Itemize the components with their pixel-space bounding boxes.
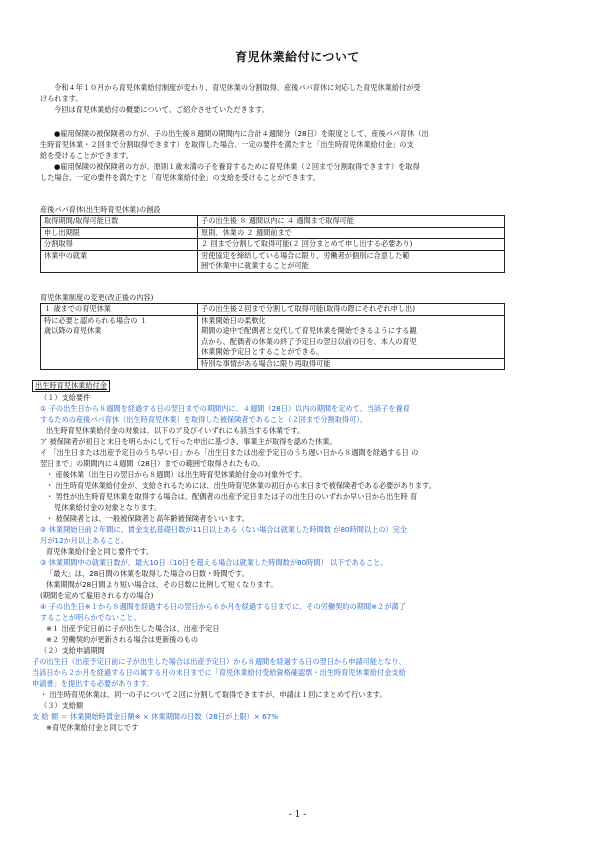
body-line: ・ 出生時育児休業は、同一の子について２回に分割して取得できますが、申請は１回にまとめて行います。 [40,690,387,699]
birth-leave-benefit-section [32,380,562,733]
condition-line: することが明らかでないこと。 [40,613,141,622]
bullet-line: ●雇用保険の被保険者の方が、原則１歳未満の子を養育するために育児休業（２回まで分割取得できます）を取得 [54,162,420,171]
table-cell-value [198,315,505,358]
table-cell-value [198,250,505,272]
body-line: ア 被保険者が初日と末日を明らかにして行った申出に基づき、事業主が取得を認めた休業。 [40,437,337,446]
table-row [41,304,505,316]
table-cell-label: 取得期間/取得可能日数 [41,216,198,228]
condition-line: 申請書」を提出する必要があります。 [32,679,154,688]
page-title: 育児休業給付について [235,50,360,64]
table-cell-line: 囲で休業中に就業することが可能 [201,261,309,270]
table-row [41,227,505,239]
intro-line: けられます。 [40,94,83,103]
table-row [41,216,505,228]
table-cell-label: 申し出期限 [41,227,198,239]
table-cell-line: 労使協定を締結している場合に限り、労働者が個別に合意した範 [201,250,410,260]
subsection-heading: （２）支給申請期間 [40,646,105,655]
table-cell-line: 点から、配偶者の休業の終了予定日の翌日以前の日を、本人の育児 [201,336,417,346]
bullet-line: 生時育児休業・２回まで分割取得できます）を取得した場合、一定の要件を満たすと「出生時育児休業給付金」の支 [40,140,414,149]
page-number: - 1 - [288,810,307,820]
table-cell-value: 子の出生後 ８ 週間以内に ４ 週間まで取得可能 [198,216,505,228]
table-cell-line: 歳以降の育児休業 [44,326,102,335]
body-line: 「最大」は、28日間の休業を取得した場合の日数・時間です。 [46,569,249,578]
table-row [41,239,505,251]
table-row [41,250,505,272]
dot-line: ・ 産後休業（出生日の翌日から８週間）は出生時育児休業給付金の対象外です。 [46,470,307,479]
subsection-heading: （３）支給額 [40,701,84,710]
note-line: ※育児休業給付金と同じです [46,723,139,732]
table-cell-value: ２ 回まで分割して取得可能(２ 回分まとめて申し出する必要あり) [198,239,505,251]
table-cell-value: 原則、休業の ２ 週間前まで [198,227,505,239]
table-cell-value: 子の出生後２回まで分割して取得可能(取得の際にそれぞれ申し出) [198,304,505,316]
intro-line: 令和４年１０月から育児休業給付制度が変わり、育児休業の分割取得、産後パパ育休に対応した育児休業給付が受 [54,83,421,92]
summary-bullets [40,128,560,183]
intro-line: 今回は育児休業給付の概要について、ご紹介させていただきます。 [54,105,269,114]
table-cell-label: 休業中の就業 [41,250,198,272]
table-cell-line: 特に必要と認められる場合の １ [44,315,147,325]
bullet-line: した場合、一定の要件を満たすと「育児休業給付金」の支給を受けることができます。 [40,173,320,182]
benefit-formula: 支 給 額 ＝ 休業開始時賃金日額※ × 休業期間の日数（28日が上限）× 67% [32,712,279,721]
body-line: 出生時育児休業給付金の対象は、以下のア及びイいずれにも該当する休業です。 [46,426,305,435]
section-heading: 出生時育児休業給付金 [32,380,110,392]
dot-line: 児休業給付金の対象となります。 [54,503,162,512]
table-cell-label: 分割取得 [41,239,198,251]
table-cell-value: 特別な事情がある場合に限り再取得可能 [198,358,505,370]
bullet-line: 給を受けることができます。 [40,151,133,160]
dot-line: ・ 出生時育児休業給付金が、支給されるためには、出生時育児休業の初日から末日まで被保険者である必要があります。 [46,481,436,490]
papa-leave-table-section [40,204,560,273]
intro-block [40,82,560,115]
condition-line: 子の出生日（出産予定日前に子が出生した場合は出産予定日）から８週間を経過する日の翌日から申請可能となり、 [32,657,406,666]
body-line: 翌日まで」の期間内に４週間（28日）までの範囲で取得されたもの。 [40,459,265,468]
table-cell-label: １ 歳までの育児休業 [41,304,198,316]
condition-line: ④ 子の出生日※１から８週間を経過する日の翌日から６か月を経過する日までに、その労働契約の期間※２が満了 [40,602,406,611]
bullet-line: ●雇用保険の被保険者の方が、子の出生後８週間の期間内に合計４週間分（28日）を限度として、産後パパ育休（出 [54,129,429,138]
papa-leave-table [40,215,505,273]
table-heading: 産後パパ育休(出生時育児休業)の創設 [40,205,161,214]
table-cell-line: 休業開始予定日とすることができる。 [201,347,324,356]
leave-change-table-section [40,292,560,370]
body-line: イ 「出生日または出産予定日のうち早い日」から「出生日または出産予定日のうち遅い日から８週間を経過する日 の [40,448,419,457]
table-cell-line: 期間の途中で配偶者と交代して育児休業を開始できるようにする観 [201,326,417,335]
body-line: 育児休業給付金と同じ要件です。 [46,547,154,556]
table-heading: 育児休業制度の変更(改正後の内容) [40,293,154,302]
note-line: ※１ 出産予定日前に子が出生した場合は、出産予定日 [46,624,220,633]
dot-line: ・ 男性が出生時育児休業を取得する場合は、配偶者の出産予定日または子の出生日のいずれか早い日から出生時 育 [46,492,418,501]
leave-change-table [40,303,505,370]
table-cell-label [41,315,198,370]
dot-line: ・ 被保険者とは、一般被保険者と高年齢被保険者をいいます。 [46,514,249,523]
condition-line: ① 子の出生日から８週間を経過する日の翌日までの期間内に、４週間（28日）以内の期間を定めて、当該子を養育 [40,404,410,413]
table-cell-line: 休業開始日の柔軟化 [201,315,266,325]
table-row [41,315,505,358]
condition-line: 当該日から２か月を経過する日の属する月の末日までに「育児休業給付受給資格確認票・出生時育児休業給付金支給 [32,668,406,677]
condition-line: ③ 休業期間中の就業日数が、最大10日（10日を超える場合は就業した時間数が80時間） 以下であること。 [40,558,388,567]
condition-line: ② 休業開始日前２年間に、賃金支払基礎日数が11日以上ある（ない場合は就業した時間数 が80時間以上の）完全 [40,525,408,534]
condition-line: するための産後パパ育休（出生時育児休業）を取得した被保険者であること（２回まで分割取得可）。 [40,415,368,424]
subsection-heading: （１）支給要件 [40,393,91,402]
body-line: 休業期間が28日間より短い場合は、その日数に比例して短くなります。 [46,580,278,589]
body-line: (期間を定めて雇用される方の場合) [40,591,154,600]
note-line: ※２ 労働契約が更新される場合は更新後のもの [46,635,199,644]
condition-line: 月が12か月以上あること。 [40,536,129,545]
